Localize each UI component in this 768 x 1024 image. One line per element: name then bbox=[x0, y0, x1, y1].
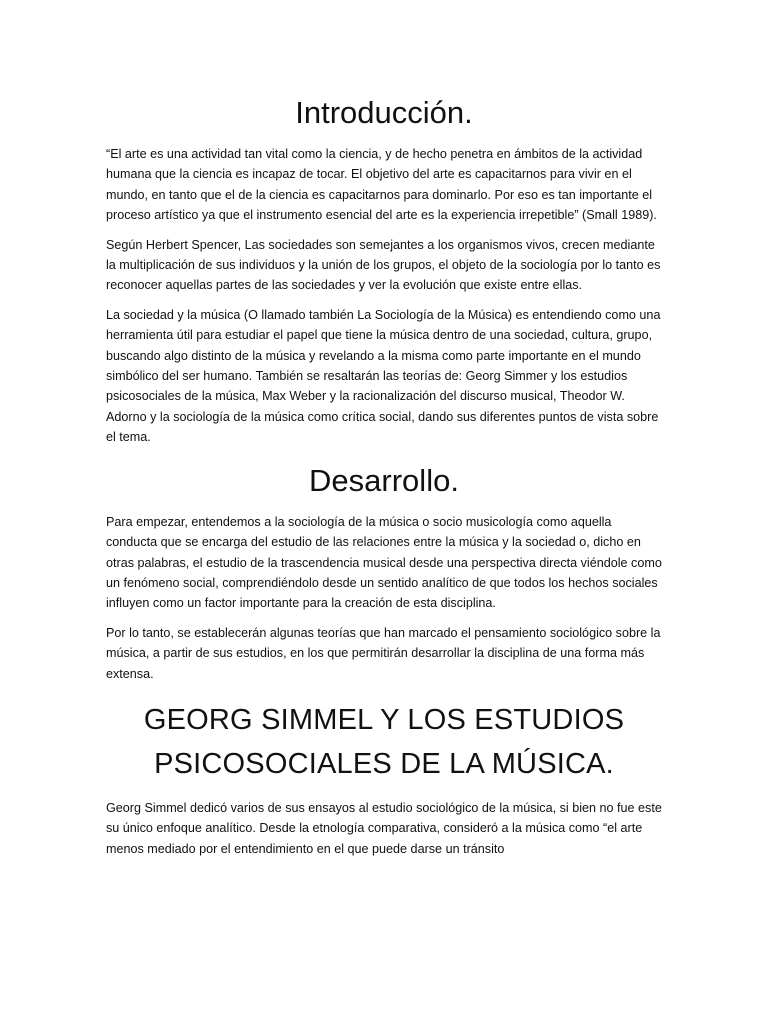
heading-simmel-line2: PSICOSOCIALES DE LA MÚSICA. bbox=[154, 747, 614, 780]
paragraph-spencer: Según Herbert Spencer, Las sociedades son semejantes a los organismos vivos, crecen mediante la multiplicación de sus individuos y la unión de los grupos, el objeto de la sociología por lo tanto es reconocer aquellas partes de las sociedades y ver la evolución que existe entre ellas. bbox=[106, 237, 661, 293]
paragraph-quote-small: “El arte es una actividad tan vital como la ciencia, y de hecho penetra en ámbitos de la actividad humana que la ciencia es incapaz de tocar. El objetivo del arte es capacitarnos para vivir en el mundo, en tanto que el de la ciencia es capacitarnos para dominarlo. Por eso es tan importante el proceso artístico ya que el instrumento esencial del arte es la experiencia irrepetible” (Small 1989). bbox=[106, 147, 657, 223]
heading-introduccion: Introducción. bbox=[295, 95, 473, 130]
paragraph-sociedad-musica: La sociedad y la música (O llamado también La Sociología de la Música) es entendiendo como una herramienta útil para estudiar el papel que tiene la música dentro de una sociedad, cultura, grupo, buscando algo distinto de la música y revelando a la misma como parte importante en el mundo simbólico del ser humano. También se resaltarán las teorías de: Georg Simmer y los estudios psicosociales de la música, Max Weber y la racionalización del discurso musical, Theodor W. Adorno y la sociología de la música como crítica social, dando sus diferentes puntos de vista sobre el tema. bbox=[106, 307, 661, 445]
heading-simmel bbox=[106, 698, 662, 786]
paragraph-por-lo-tanto: Por lo tanto, se establecerán algunas teorías que han marcado el pensamiento sociológico sobre la música, a partir de sus estudios, en los que permitirán desarrollar la disciplina de una forma más extensa. bbox=[106, 625, 661, 681]
heading-desarrollo: Desarrollo. bbox=[309, 462, 459, 498]
paragraph-simmel: Georg Simmel dedicó varios de sus ensayos al estudio sociológico de la música, si bien no fue este su único enfoque analítico. Desde la etnología comparativa, consideró a la música como “el arte menos mediado por el entendimiento en el que puede darse un tránsito bbox=[106, 800, 662, 856]
heading-simmel-line1: GEORG SIMMEL Y LOS ESTUDIOS bbox=[143, 703, 625, 736]
paragraph-para-empezar: Para empezar, entendemos a la sociología de la música o socio musicología como aquella conducta que se encarga del estudio de las relaciones entre la música y la sociedad o, dicho en otras palabras, el estudio de la trascendencia musical desde una perspectiva directa viéndole como un fenómeno social, comprendiéndolo desde un sentido analítico de que todos los hechos sociales influyen como un factor importante para la creación de esta disciplina. bbox=[106, 514, 662, 611]
